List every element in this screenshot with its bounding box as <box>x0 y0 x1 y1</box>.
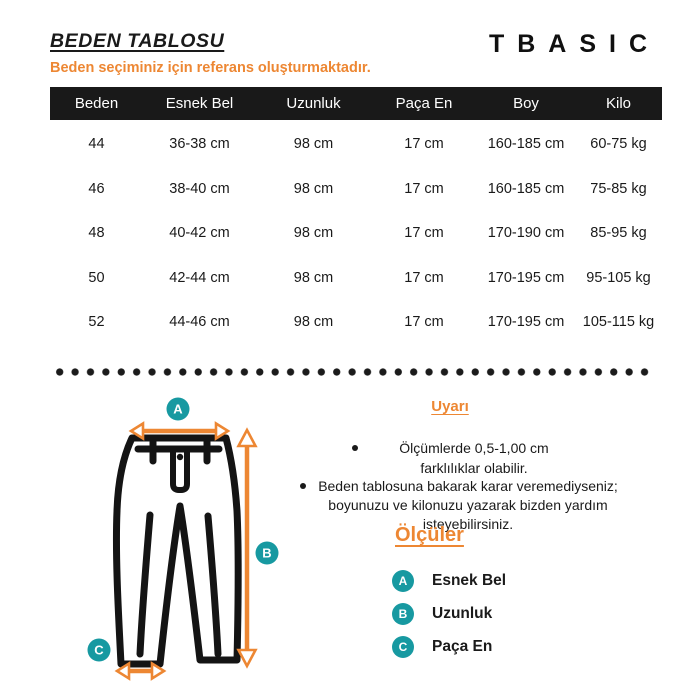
table-cell: 17 cm <box>404 180 444 197</box>
size-table-header <box>50 87 662 120</box>
measures-heading: Ölçüler <box>395 524 464 546</box>
marker-a-label: A <box>173 401 183 417</box>
table-cell: 17 cm <box>404 269 444 286</box>
table-cell: 50 <box>88 269 105 286</box>
table-cell: 44 <box>88 136 105 153</box>
bullet-icon <box>300 483 306 489</box>
measures-legend <box>392 570 506 658</box>
legend-c-badge: C <box>392 636 414 658</box>
table-cell: 170-190 cm <box>487 225 565 242</box>
table-cell: 48 <box>88 225 105 242</box>
warning-item <box>300 477 630 534</box>
table-cell: 98 cm <box>293 180 334 197</box>
legend-item-c <box>392 636 506 658</box>
legend-item-a <box>392 570 506 592</box>
table-cell: 36-38 cm <box>169 136 230 153</box>
column-header-beden: Beden <box>74 95 119 112</box>
table-cell: 42-44 cm <box>169 269 230 286</box>
column-header-esnek-bel: Esnek Bel <box>165 95 234 112</box>
dotted-divider <box>52 366 652 378</box>
table-cell: 160-185 cm <box>487 180 565 197</box>
legend-a-badge: A <box>392 570 414 592</box>
table-cell: 160-185 cm <box>487 136 565 153</box>
table-cell: 46 <box>88 180 105 197</box>
brand-logo: TBASIC <box>488 30 660 58</box>
table-cell: 98 cm <box>293 314 334 331</box>
marker-c-label: C <box>94 642 104 658</box>
table-cell: 105-115 kg <box>582 314 655 331</box>
table-cell: 17 cm <box>404 225 444 242</box>
warning-item <box>352 438 582 478</box>
table-cell: 17 cm <box>404 314 444 331</box>
legend-item-b <box>392 603 506 625</box>
marker-b-label: B <box>262 545 272 561</box>
table-cell: 170-195 cm <box>487 269 565 286</box>
table-cell: 98 cm <box>293 269 334 286</box>
page-subtitle: Beden seçiminiz için referans oluşturmaktadır. <box>50 60 371 76</box>
table-cell: 170-195 cm <box>487 314 565 331</box>
table-cell: 85-95 kg <box>590 225 647 242</box>
table-cell: 17 cm <box>404 136 444 153</box>
legend-b-badge: B <box>392 603 414 625</box>
legend-a-label: Esnek Bel <box>432 572 507 589</box>
column-header-paca-en: Paça En <box>395 95 453 112</box>
fly-button-dot <box>177 454 183 460</box>
table-cell: 75-85 kg <box>590 180 647 197</box>
table-cell: 38-40 cm <box>169 180 230 197</box>
table-cell: 98 cm <box>293 225 334 242</box>
table-cell: 95-105 kg <box>586 269 651 286</box>
column-header-uzunluk: Uzunluk <box>286 95 341 112</box>
legend-b-label: Uzunluk <box>432 605 493 622</box>
table-cell: 60-75 kg <box>590 136 647 153</box>
legend-c-label: Paça En <box>432 638 493 655</box>
table-cell: 98 cm <box>293 136 334 153</box>
column-header-kilo: Kilo <box>605 95 631 112</box>
size-table-body <box>50 122 662 345</box>
warning-heading: Uyarı <box>431 398 469 415</box>
bullet-icon <box>352 445 358 451</box>
warning-item-text: Beden tablosuna bakarak karar veremediyseniz; boyunuzu ve kilonuzu yazarak bizden yardım isteyebilirsiniz. <box>318 478 618 532</box>
page-title: BEDEN TABLOSU <box>50 30 225 52</box>
pants-outline-icon <box>116 438 238 664</box>
warning-item-text: Ölçümlerde 0,5-1,00 cm farklılıklar olabilir. <box>399 440 549 476</box>
pants-measurement-diagram <box>70 393 300 693</box>
table-cell: 52 <box>88 314 105 331</box>
table-cell: 44-46 cm <box>169 314 230 331</box>
table-cell: 40-42 cm <box>169 225 230 242</box>
column-header-boy: Boy <box>513 95 539 112</box>
